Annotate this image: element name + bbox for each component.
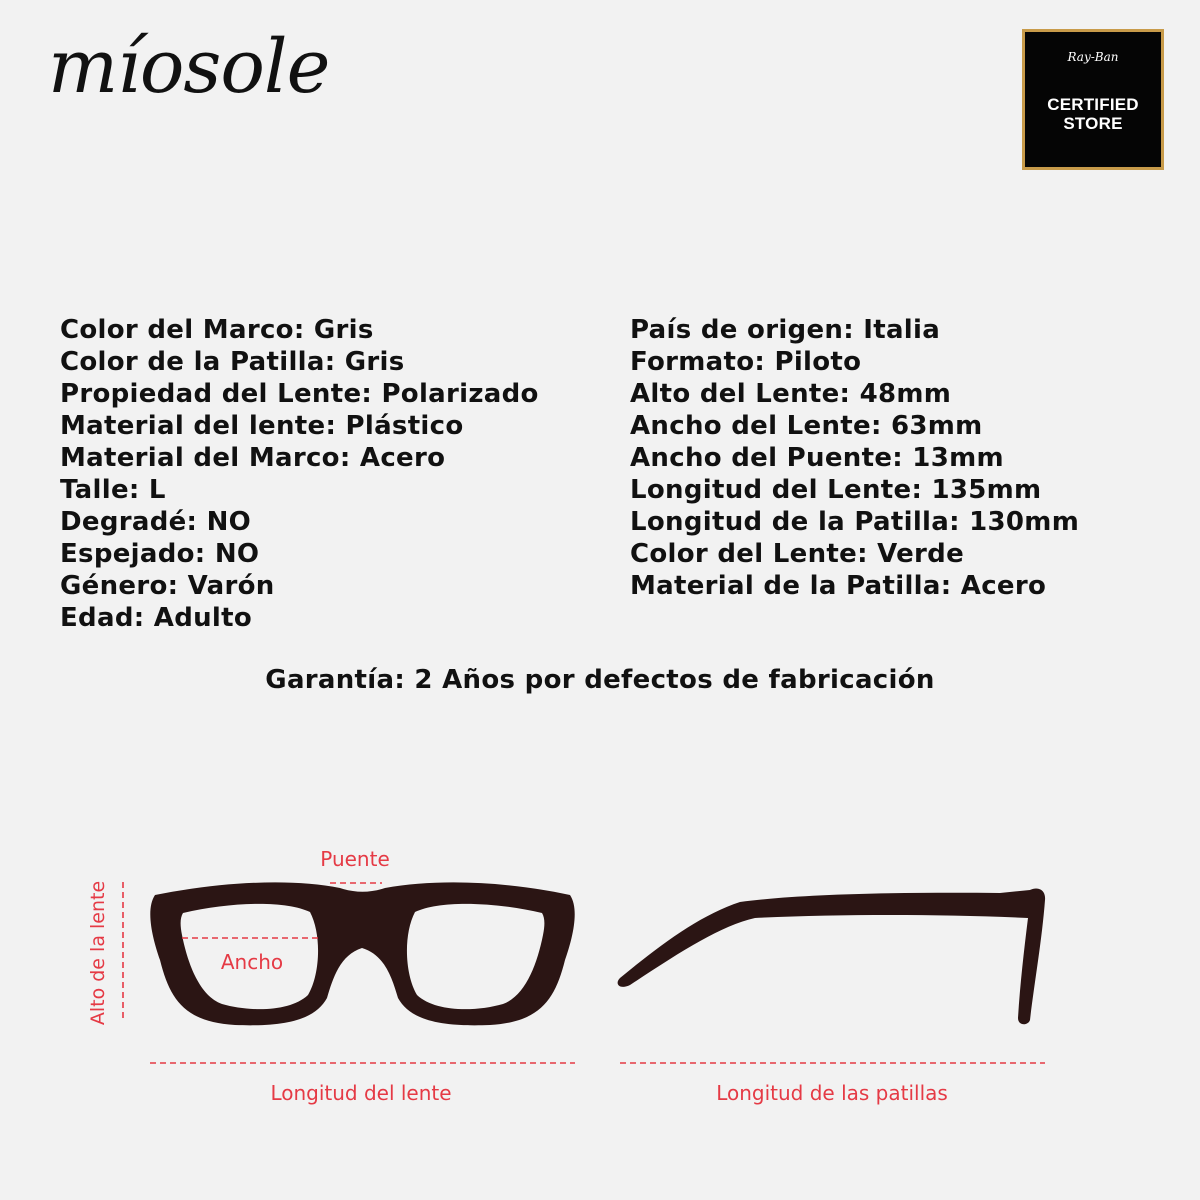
spec-item: Ancho del Lente: 63mm: [630, 411, 983, 441]
glasses-temple-arm: [618, 888, 1045, 1024]
height-label: Alto de la lente: [87, 880, 109, 1026]
spec-item: Propiedad del Lente: Polarizado: [60, 379, 539, 409]
spec-item: Color de la Patilla: Gris: [60, 347, 405, 377]
warranty-text: Garantía: 2 Años por defectos de fabricación: [265, 665, 935, 695]
glasses-front-frame: [150, 882, 574, 1025]
spec-item: Color del Marco: Gris: [60, 315, 374, 345]
lens-length-label: Longitud del lente: [270, 1081, 452, 1105]
badge-line-1: CERTIFIED: [1047, 95, 1139, 114]
bridge-label: Puente: [320, 847, 390, 871]
spec-item: Color del Lente: Verde: [630, 539, 965, 569]
spec-item: Alto del Lente: 48mm: [630, 379, 952, 409]
spec-item: Degradé: NO: [60, 507, 252, 537]
spec-item: Longitud del Lente: 135mm: [630, 475, 1042, 505]
spec-item: Género: Varón: [60, 571, 275, 601]
spec-item: Edad: Adulto: [60, 603, 253, 633]
spec-item: Material de la Patilla: Acero: [630, 571, 1047, 601]
spec-item: Material del lente: Plástico: [60, 411, 464, 441]
brand-logo: míosole: [48, 24, 330, 110]
badge-line-2: STORE: [1063, 114, 1123, 133]
width-label: Ancho: [220, 950, 284, 974]
spec-item: Formato: Piloto: [630, 347, 862, 377]
temple-length-label: Longitud de las patillas: [716, 1081, 948, 1105]
spec-item: Ancho del Puente: 13mm: [630, 443, 1004, 473]
spec-item: Talle: L: [60, 475, 166, 505]
spec-item: Material del Marco: Acero: [60, 443, 446, 473]
badge-brand: Ray-Ban: [1067, 50, 1119, 64]
spec-item: País de origen: Italia: [630, 315, 941, 345]
spec-item: Longitud de la Patilla: 130mm: [630, 507, 1080, 537]
spec-item: Espejado: NO: [60, 539, 260, 569]
